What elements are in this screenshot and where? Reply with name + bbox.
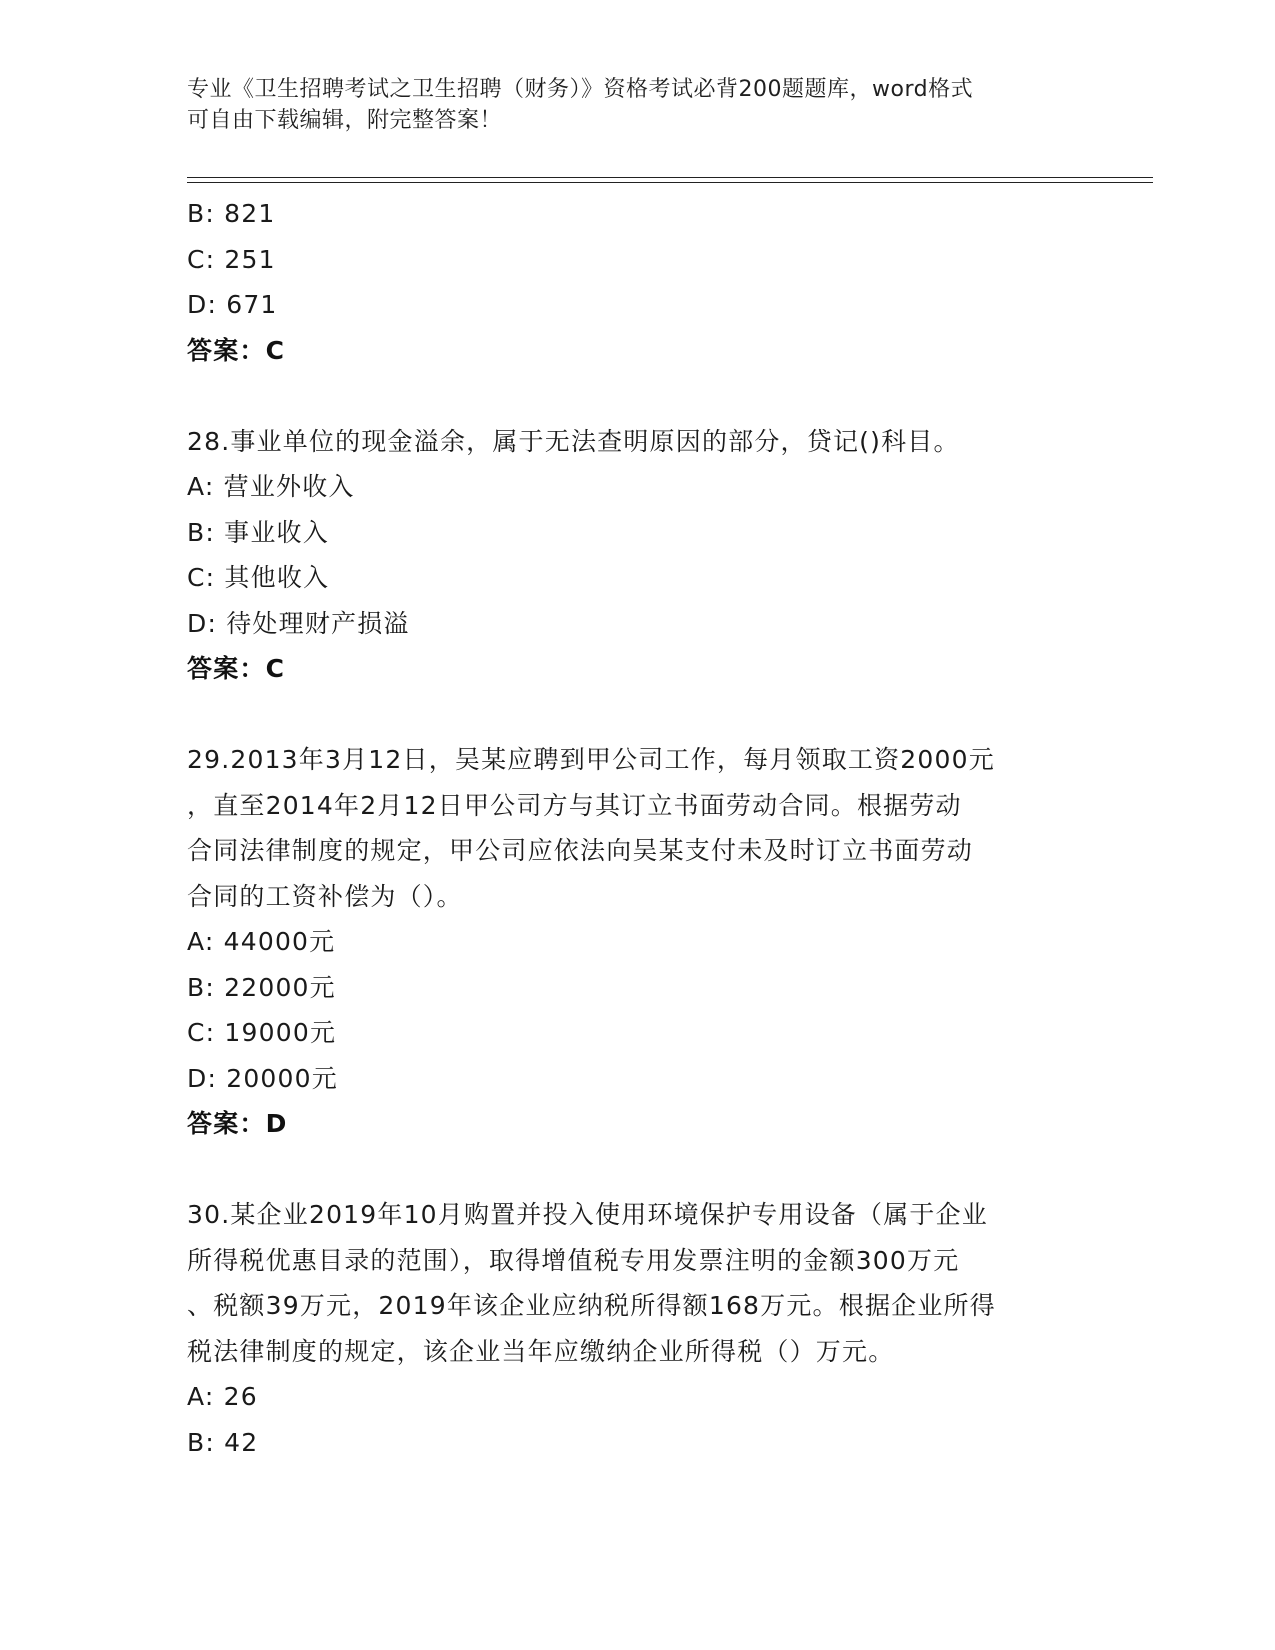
answer-line: 答案：C (187, 335, 286, 365)
question-29 (187, 737, 1087, 1147)
question-stem-line-2: 所得税优惠目录的范围），取得增值税专用发票注明的金额300万元 (187, 1245, 960, 1275)
option-a: A: 营业外收入 (187, 472, 355, 501)
question-list (187, 191, 1087, 1465)
option-d: D: 待处理财产损溢 (187, 608, 410, 638)
question-stem-line-1: 30.某企业2019年10月购置并投入使用环境保护专用设备（属于企业 (187, 1200, 988, 1229)
option-a: A: 44000元 (187, 927, 336, 956)
question-stem-line-3: 、税额39万元，2019年该企业应纳税所得额168万元。根据企业所得 (187, 1291, 996, 1320)
spacer (187, 373, 1087, 419)
header-title-line-1: 专业《卫生招聘考试之卫生招聘（财务）》资格考试必背200题题库，word格式 (187, 77, 974, 102)
document-header (187, 74, 1067, 136)
question-stem-line-4: 税法律制度的规定，该企业当年应缴纳企业所得税（）万元。 (187, 1336, 895, 1366)
answer-line: 答案：D (187, 1109, 288, 1138)
header-rule-top (187, 177, 1153, 178)
option-a: A: 26 (187, 1382, 258, 1411)
question-stem-line-2: ，直至2014年2月12日甲公司方与其订立书面劳动合同。根据劳动 (187, 790, 962, 820)
question-28 (187, 419, 1087, 692)
question-stem: 28.事业单位的现金溢余，属于无法查明原因的部分，贷记()科目。 (187, 426, 960, 456)
spacer (187, 692, 1087, 738)
question-27-continued (187, 191, 1087, 373)
option-d: D: 20000元 (187, 1063, 338, 1093)
option-b: B: 事业收入 (187, 517, 329, 547)
option-d: D: 671 (187, 290, 278, 319)
option-c: C: 251 (187, 244, 276, 274)
question-stem-line-4: 合同的工资补偿为（）。 (187, 881, 463, 911)
option-b: B: 821 (187, 199, 276, 228)
question-stem-line-3: 合同法律制度的规定，甲公司应依法向吴某支付未及时订立书面劳动 (187, 836, 974, 865)
header-title-line-2: 可自由下载编辑，附完整答案！ (187, 108, 503, 133)
option-b: B: 42 (187, 1427, 259, 1457)
spacer (187, 1147, 1087, 1193)
option-c: C: 19000元 (187, 1018, 337, 1047)
header-rule-bottom (187, 182, 1153, 183)
question-30 (187, 1192, 1087, 1465)
option-b: B: 22000元 (187, 972, 336, 1002)
answer-line: 答案：C (187, 654, 286, 683)
question-stem-line-1: 29.2013年3月12日，吴某应聘到甲公司工作，每月领取工资2000元 (187, 745, 995, 774)
option-c: C: 其他收入 (187, 563, 330, 592)
